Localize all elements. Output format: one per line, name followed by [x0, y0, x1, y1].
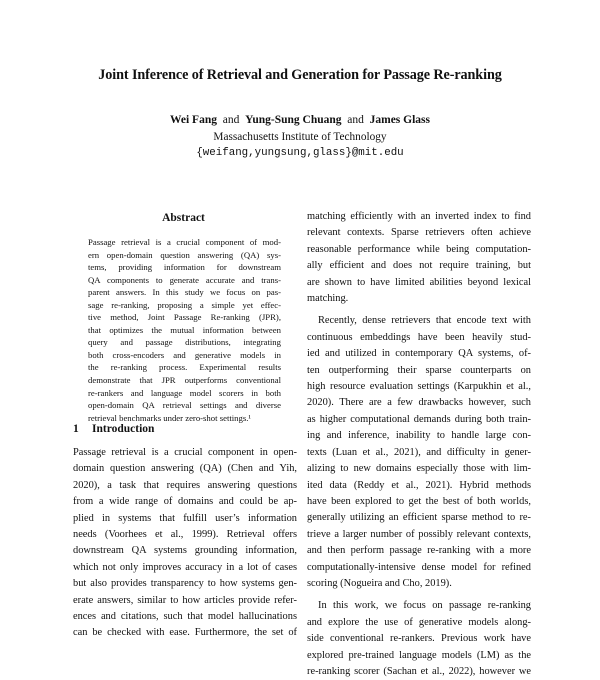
text-line: as higher computational demands during both train- — [307, 413, 531, 425]
text-line: and explore the use of generative models along- — [307, 616, 531, 628]
text-line: can be checked with ease. Furthermore, the set of — [73, 627, 297, 639]
text-line: ing and inference, inability to handle large con- — [307, 430, 531, 442]
text-line: domain question answering (QA) (Chen and Yih, — [73, 463, 297, 475]
text-line: scoring (Nogueira and Cho, 2019). — [307, 577, 452, 589]
text-line: both cross-encoders and generative models in — [88, 349, 281, 360]
text-line: Recently, dense retrievers that encode text with — [318, 315, 531, 327]
intro-paragraph — [73, 445, 297, 642]
text-line: ally efficient and does not require training, but — [307, 260, 531, 272]
text-line: 2020), a task that requires answering questions — [73, 479, 297, 491]
text-line: ten outperforming their sparse counterparts on — [307, 364, 531, 376]
paper-title: Joint Inference of Retrieval and Generation for Passage Re-ranking — [98, 67, 502, 83]
author-separator: and — [222, 114, 240, 126]
text-line: high resource evaluation settings (Karpukhin et al., — [307, 381, 531, 393]
text-line: texts (Luan et al., 2021), and difficulty in gener- — [307, 446, 531, 458]
text-line: ern open-domain question answering (QA) sys- — [88, 249, 281, 260]
text-line: relevant contexts. Sparse retrievers often achieve — [307, 227, 531, 239]
right-column-text — [307, 209, 531, 680]
text-line: demonstrate that JPR outperforms conventional — [88, 375, 281, 386]
section-heading — [73, 423, 154, 435]
text-line: ences and citations, such that model hallucinations — [73, 611, 297, 623]
text-line: plied in systems that fulfill user’s information — [73, 512, 297, 524]
text-line: tive method, Joint Passage Re-ranking (JPR), — [88, 312, 281, 323]
text-line: Passage retrieval is a crucial component in open- — [73, 447, 297, 458]
section-title: Introduction — [92, 423, 155, 435]
text-line: from a wide range of domains and could be ap- — [73, 496, 297, 508]
text-line: have been explored to get the best of both worlds, — [307, 495, 531, 507]
text-line: matching. — [307, 293, 349, 305]
text-line: open-domain QA retrieval settings and diverse — [88, 400, 281, 411]
text-line: side conventional re-rankers. Previous work have — [307, 633, 531, 645]
text-line: tems, providing information for downstream — [88, 262, 281, 273]
text-line: retrieval benchmarks under zero-shot settings.¹ — [88, 412, 252, 423]
text-line: which not only improves accuracy in a lot of cases — [73, 561, 297, 573]
text-line: and then perform passage re-ranking with a more — [307, 545, 531, 557]
abstract-heading: Abstract — [162, 212, 205, 224]
text-line: downstream QA systems grounding information, — [73, 545, 297, 557]
author-name: Yung-Sung Chuang — [245, 114, 342, 126]
text-line: continuous embeddings have been heavily stud- — [307, 331, 531, 343]
text-line: QA components to generate accurate and trans- — [88, 274, 281, 285]
text-line: alizing to new domains especially those with lim- — [307, 463, 531, 475]
author-name: James Glass — [369, 114, 430, 126]
text-line: sage re-ranking, proposing a simple yet effec- — [88, 299, 281, 310]
text-line: trieve a larger number of possibly relevant contexts, — [307, 528, 531, 540]
text-line: ied and utilized in contemporary QA systems, of- — [307, 348, 531, 360]
text-line: needs (Voorhees et al., 1999). Retrieval offers — [73, 529, 297, 541]
text-line: re-rankers and language model scorers in both — [88, 387, 281, 398]
author-email: {weifang,yungsung,glass}@mit.edu — [196, 147, 404, 159]
abstract-body — [88, 236, 281, 424]
text-line: parent answers. In this study we focus on pas- — [88, 287, 281, 298]
text-line: query and passage distributions, integrating — [88, 337, 281, 348]
author-separator: and — [347, 114, 364, 126]
text-line: but also provides transparency to how systems gen- — [73, 578, 297, 590]
text-line: re-ranking scorer (Sachan et al., 2022), however we — [307, 665, 531, 677]
author-list — [0, 114, 600, 126]
text-line: 2020). There are a few drawbacks however, such — [307, 397, 531, 409]
author-name: Wei Fang — [170, 114, 217, 126]
affiliation: Massachusetts Institute of Technology — [213, 131, 387, 143]
text-line: matching efficiently with an inverted index to find — [307, 211, 531, 222]
text-line: computationally-intensive dense model for refined — [307, 561, 531, 573]
text-line: In this work, we focus on passage re-ranking — [318, 600, 531, 612]
section-number: 1 — [73, 423, 79, 435]
text-line: ited data (Reddy et al., 2021). Hybrid methods — [307, 479, 531, 491]
text-line: are shown to have limited abilities beyond lexical — [307, 276, 531, 288]
text-line: Passage retrieval is a crucial component of mod- — [88, 237, 281, 247]
text-line: erate answers, similar to how articles provide refer- — [73, 594, 297, 606]
text-line: the re-ranking process. Experimental results — [88, 362, 281, 373]
text-line: explored pre-trained language models (LM) as the — [307, 649, 531, 661]
text-line: generally utilizing an efficient sparse method to re- — [307, 512, 531, 524]
text-line: reasonable performance while being computation- — [307, 243, 531, 255]
text-line: that optimizes the mutual information between — [88, 324, 281, 335]
